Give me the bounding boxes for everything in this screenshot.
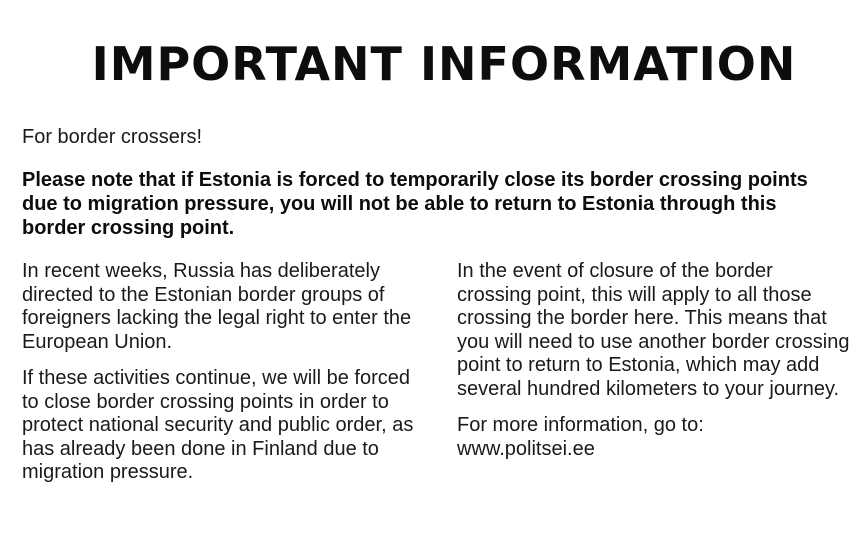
- intro-text: For border crossers!: [22, 126, 203, 148]
- right-column: [457, 260, 852, 474]
- left-paragraph-2: If these activities continue, we will be forced to close border crossing points in order to protect national security and public order, as has already been done in Finland due to migration pressure.: [22, 367, 414, 483]
- left-column: [22, 260, 422, 498]
- more-info: [457, 414, 852, 461]
- more-info-url: www.politsei.ee: [457, 437, 595, 460]
- more-info-label: For more information, go to:: [457, 414, 704, 436]
- warning-text: Please note that if Estonia is forced to temporarily close its border crossing points due to migration pressure, you will not be able to return to Estonia through this border crossing point.: [22, 169, 808, 239]
- right-paragraph-1: In the event of closure of the border crossing point, this will apply to all those crossing the border here. This means that you will need to use another border crossing point to return to Estonia, which may add several hundred kilometers to your journey.: [457, 260, 850, 400]
- left-paragraph-1: In recent weeks, Russia has deliberately directed to the Estonian border groups of foreigners lacking the legal right to enter the European Union.: [22, 260, 412, 353]
- notice-title: IMPORTANT INFORMATION: [91, 37, 797, 91]
